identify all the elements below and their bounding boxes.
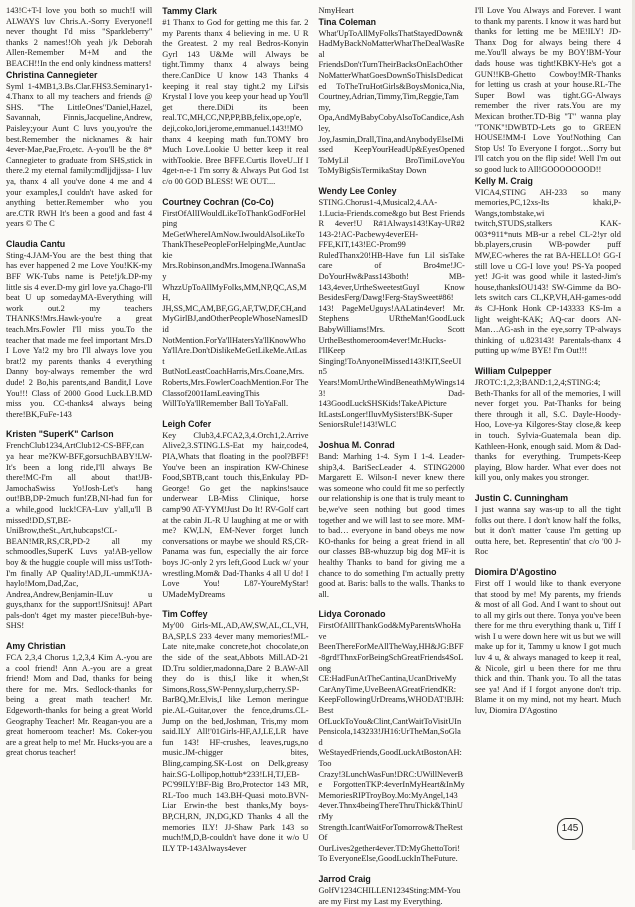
student-name: Amy Christian xyxy=(6,641,66,652)
continued-entry: 143!C+T-I love you both so much!I will ALWAYS luv Chris.A.-Sorry Everyone!I never thought I'd miss "Sparkleberry" thanks 2 names!!Oh yeah j/k Deborah Allen-Remember M+M and the BEACH!!In the end only kindness matters! xyxy=(6,6,153,68)
student-message: FrenchClub1234,ArtClub12-CS-BFF,can ya hear me?KW-BFF,gorsuchBABY!LW-It's been a long ride,I'll always Be there!MC-I'm all about that!JB-JamochaSwiss Yo!Josh-Let's hang out!BB,DP-2much fun!ZB,NI-had fun for a while,good luck!CFA-Luv y'all,u'll B missed!DD,ST,BE-UniBrow,theSt.,Art,hubcaps!CL-BEAN!MR,RS,CR,PD-2 all my schmoodles,SuperK Luvs ya!AB-yellow boy & the huggie couple will miss us!Toth-I'm finally AP Quality!AD,JL-ummK!JA-haylo!Mom,Dad,Zac, Andrea,Andrew,Benjamin-ILuv u guys,thanx for the support!JSnitsuj! APart pals-don't 4get my master piece!Buh-bye-SHS! xyxy=(6,441,153,631)
student-message: I just wanna say was-up to all the tight folks out there. I don't know half the folks, but it don't matter 'cause I'm getting up outta here, bet. Representin' that c/o '00 J-Roc xyxy=(474,504,621,557)
student-name: Wendy Lee Conley xyxy=(318,185,397,196)
student-name: Joshua M. Conrad xyxy=(318,439,395,450)
student-message: Band: Marhing 1-4. Sym I 1-4. Leader-ship3,4. BariSecLeader 4. STING2000 Margarett E. Wilson-I never knew there was someone who could fit me so perfectly our relationship is one that is truly meant to be,we've seen nothing but good times together and we will last to see more. MM-to bad… everyone in band obeys me now KO-thanks for being a great friend in all our classes BB-whuzzup big dog MF-it is healthy Thanks to band for giving me a chance to do something I'm actually pretty good at. Baris: balls to the walls. Thanks to all. xyxy=(318,451,465,599)
student-name: Claudia Cantu xyxy=(6,238,66,249)
column-1 xyxy=(6,6,152,806)
student-name: Kristen "SuperK" Carlson xyxy=(6,429,114,440)
student-name: Justin C. Cunningham xyxy=(474,492,569,503)
continued-entry: I'll Love You Always and Forever. I want to thank my parents. I know it was hard but thanks for letting me be ME!ILY! JD-Thanx Dog for always being there 4 me.You'll always be my BOY!BM-Your dads house was tight!KBKY-He's got a GUN!!KB-Ghetto Cowboy!MR-Thanks for letting us crash at your house.RL-The Super Bowl was tight.GG-Always remember the river rats.You are my Mexican brother.TD-Big "T" wanna play "TONK"!DWBTD-Lets go to GREEN HOUSE!MM-I Love You!Nothing Can Stop Us! To Everyone I forgot…Sorry but I'll catch you on the flip side! Well I'm out so good luck to All!GOOOOOOOD!! xyxy=(474,6,621,174)
student-message: My'00 Girls-ML,AD,AW,SW,AL,CL,VH, BA,SP,LS 233 4ever many memories!ML-Late nite,make concrete,hot chocolate,on the side of the seat,Abbots Mill.AD-21 ID.Tru soldier,madonna,Dare 2 B.AW-All they do is this,I like it when,St Simons,Ross,SW-Penny,slurp,cherry.SP-BarBQ,Mr.Elvis,I like Lemon meringue pie.AL-Guitar,over the fence,drums.CL-Jump on the bed,Joshman, Tris,my mom said.ILY All!'01Girls-HF,AJ,LE,LR have fun 143! HF-crushes, leaves,rugs,no music.JM-chigger bites, Bling,camping.SK-Lost on Delk,greasy hair.SG-Lollipop,hottub*233!LH,TJ,EB-PC'99ILY!BF-Big Bro,Protector 143 MR, RL-Too much 143.BH-Quasi moto.BVN-Liar Erwin-the best thanks,My boys-BP,CH,RN, JN,DG,KD Thanks 4 all the memories ILY! JJ-Shaw Park 143 so much!M,D,B-couldn't have done it w/o U ILY TP-143Always4ever xyxy=(162,621,309,853)
student-name: Tina Coleman xyxy=(318,16,377,27)
page-number: 145 xyxy=(557,818,583,840)
senior-entry xyxy=(162,419,308,601)
senior-entry xyxy=(475,176,621,358)
student-name: Lidya Coronado xyxy=(318,609,386,620)
student-message: FirstOfAllIThankGod&MyParentsWhoHave BeenThereForMeAllTheWay,HH&JG:BFF-8grd!ThnxForBeingSchGreatFriends4SoLong CE:HadFunAtTheCantina,UcanDriveMy CarAnyTime,UveBeenAGreatFriendKR: KeepFollowingUrDreams,WHODAT!BJH:Best OfLuckToYou&Clint,CantWaitToVisitUIn Pensicola,143233!JH16:UrTheMan,SoGlad WeStayedFriends,GoodLuckAtBostonAH:Too Crazy!3LunchWasFun!DRC:UWillNeverBe ForgottenTKP:4everInMyHeart&InMy MemoriesRIPTroyBoy.Mo:MyAngel,143 4ever.Thnx4beingThereThruThick&ThinUrMy Strength.IcantWaitForTomorrow&TheRestOf OurLives2gether4ever.TD:MyGhettoTori!To EveryoneElse,GoodLuckInTheFuture. xyxy=(318,621,465,864)
student-message: FirstOfAllIWouldLikeToThankGodForHelping MeGetWhereIAmNow.IwouldAlsoLikeTo ThankThesePeopleForHelpingMe,AuntJackie Mrs.Robinson,andMrs.Imogena.IWannaSay WhzzUpToAllMyFolks,MM,NP,QC,AS,MH, JH,SS,MC,AM,BF,GG,AF,TW,DF,CH,and MyGirlBJ,andOtherPeopleWhoseNamesIDid NotMention.ForYa'llHatersYa'llKnowWho Ya'llAre.Don'tDislikeMeGetLikeMe.AtLast ButNotLeastCoachHarris,Mrs.Coane,Mrs. Roberts,Mrs.FowlerCoachMention.For The Classof2001IamLeavingThis WillToYa'llRemember Ball ToYaFall. xyxy=(162,208,309,409)
student-message: Key Club3,4.FCA2,3,4.Orch1,2.Arrive Alive2,3.STING.LS-Eat my hair,code4, PIA,Whats that floating in the pool?BFF! You've been an inspiration KW-Chinese Food,SBTB,cant touch this,Enkulay PD-George! Go get the napkins!sauce underwear LB-Miss Clinique, horse camp'90 AT-YYM!Just Do It! RV-Golf cart at the cabin JL-R U laughing at me or with me? KW,LN, EM-Never forget lunch conversations or maybe we should RS,CR-Panama was fun, especially the air force boys JC-only 2 yrs left,Good Luck w/ your wrestling.Mom& Dad-Thanks 4 all U do! I Love You! L87-YoureMyStar! UMadeMyDreams xyxy=(162,430,309,599)
student-message: FCA 2,3,4 Chorus 1,2,3,4 Kim A.-you are a cool friend! Ann A.-you are a great friend! Mom and Dad, thanks for being there for me. Mrs. Sedlock-thanks for being a great math teacher! Mr. Edgeworth-thanks for being a great World Geography Teacher! Mr. Reagan-you are a great homeroom teacher! Ms. Coker-you are a great help to me! Mr. Hucks-you are a great chorus teacher! xyxy=(6,653,153,758)
student-name: Leigh Cofer xyxy=(162,418,212,429)
senior-entry xyxy=(475,366,621,484)
senior-entry xyxy=(319,186,465,431)
senior-entry xyxy=(162,609,308,854)
student-name: Diomira D'Agostino xyxy=(474,566,557,577)
column-4 xyxy=(475,6,621,806)
student-message: Sting-4.JAM-You are the best thing that has ever happened 2 me Love You!KK-my BFF WK-Tubs name is Pete!j/k.DP-my little sis 4 ever.D-my girl love ya.Chago-I'll beat U up somedayMA-Everything will work out.2 my teachers THANKS!Mrs.Hawk-you're a great teach.Mrs.Fowler I'll miss you.To the teacher that made me feel important Mrs.D I Love Ya!2 my bro I'll always love you brat!2 my parents thanks 4 everything Danny boy-always remember the wrd dude! 2 Bo,his parents,and Bandit,I Love You!!! Class of 2000 Good Luck.LB.MD miss you. CC-thanks4 always being there!BK,FuFe-143 xyxy=(6,250,153,419)
senior-entry xyxy=(162,197,308,410)
senior-entry xyxy=(6,429,152,632)
senior-entry xyxy=(6,239,152,421)
continued-entry: NmyHeart xyxy=(318,6,354,15)
student-name: Courtney Cochran (Co-Co) xyxy=(162,196,274,207)
senior-entry xyxy=(319,609,465,865)
student-message: GolfV1234CHILLEN1234Sting:MM-You are my First my Last my Everything. xyxy=(318,885,461,906)
student-name: Jarrod Craig xyxy=(318,873,371,884)
senior-entry xyxy=(6,70,152,230)
senior-entry xyxy=(475,567,621,717)
student-name: Kelly M. Craig xyxy=(474,175,533,186)
student-message: First off I would like to thank everyone that stood by me! My parents, my friends & most of all God. And I want to shout out to all my girls out there. Tonya you've been there for me thru everything thank u, Tiff I wish I u were down here wit us but we will make up for it, Tammy u know I got much luv 4 u, & always managed to keep it real, & Nicole, girl u been there for me thru thick and thin. Thank you. To all the tatas see ya! And if I forgot anyone don't trip. Blame it on my mind, not my heart. Much luv, Diomira D'Agostino xyxy=(474,578,621,716)
student-name: Christina Cannegieter xyxy=(6,69,98,80)
student-message: #1 Thanx to God for getting me this far. 2 my Parents thanx 4 believing in me. U R the Greatest. 2 my real Bedros-Konyin Gyrl 143 U&Me will Always be tight.Timmy thanx 4 always being there.CanDice U know 143 Thanks 4 keeping it real stay tight.2 my Lil'sis Krystal I love you keep your head up You'll get there.DiDi its been real.TC,MH,CC,NP,PP,BB,felix,ope,op'e, deji,coko,lori,jerome,emmanuel.143!!MO thanx 4 keeping math fun.TOMY bro Much Love.Lookie U better keep it real withTookie. Bree BFFE.Curtis IloveU..If I 4get-n-e-1 I'm sorry & Always Put God 1st c/o 00 GOD BLESS! WE OUT.... xyxy=(162,18,309,186)
senior-entry xyxy=(319,440,465,600)
column-3 xyxy=(318,6,465,906)
senior-entry xyxy=(319,874,465,907)
column-2 xyxy=(162,6,309,853)
student-name: Tim Coffey xyxy=(162,609,208,620)
student-message: JROTC:1,2,3;BAND:1,2,4;STING:4; Beth-Thanks for all of the memories, I will never forget you. Pat-Thanks for being there through it all, S.C. Dayle-Hoody-Hoo, Love-ya Kilgores-Stay close,& keep in touch. Sylvia-Guatemala bean dip. Kathleen-Honk, enough said. Mom & Dad-thanks for everything. Trumpets-Keep playing, Blow harder. What ever does not kill you, only makes you stronger. xyxy=(474,378,621,483)
student-message: STING.Chorus1-4,Musical2,4.AA-1.Lucia-Friends.come&go but Best Friends R 4ever!U R#1Always143!Kay-UR#2 143-2!AC-Pacbewy4everEH-FFE,KIT,143!EC-Prom99 RuledThanx20!HB-Have fun Lil sisTake care of Bro4me!JC-DoYourHw&Pass143both! MB-143,4ever,UrtheSweetestGuyI Know BesidesFerg/Dawg!Ferg-StaySweet#86! 143! PageMeUguys!AALatin4ever! Mr. Stephens URtheMan!GoodLuck BabyWilliams!Mrs. Scott UrtheBesthomeroom4ever!Mr.Hucks-I'llKeep Singing!ToAnyoneIMissed143!KIT,SeeUIn5 Years!MomUrtheWindBeneathMyWings143! Dad-143GoodLuckSHSKids!TakeAPicture ItLastsLonger!IluvMySisters!BK-Super SeniorsRule!143!WLC xyxy=(318,197,465,430)
student-message: Syml 1-4MB1,3.Bs.Clar.FHS3.Seminary1-4.Thanx to all my teachers and friends @ SHS. "The LittleOnes"Daniel,Hazel, Savannah, Finnis,Jacqueline,Andrew, Paisley;your Aunt C luvs you,you're the best.Remember the nicknames & hair 4ever-Mae,Pae,Fro,etc. A-you'll be the 8* Cannegieter to graduate from SHS,stick in there.2 my eternal family:mdljjdjjssa- I luv ya, thanx 4 all you've done 4 me and 4 your examples,I couldn't have asked for anything better.Remember who you are.CTR RWH It's been a good and fast 4 years © The C xyxy=(6,81,153,229)
student-message: What'UpToAllMyFolksThatStayedDown& HadMyBackNoMatterWhatTheDealWasReal FriendsDon'tTurnTheirBacksOnEachOther NoMatterWhatGoesDownSoThisIsDedicated ToTheTruHotGirls&BoysMonica,Nia, Courtney,Adrian,Timmy,Tim,Reggie,Tammy, Opa,AndMyBabyCobyAlsoToCandice,Ashley, Joy,Jasmin,Drall,Tina,andAnybodyElseIMissed KeepYourHeadUp&EyesOpened ToMyLil BroTimiLoveYou ToMyBigSisTermikaStay Down xyxy=(318,28,465,176)
senior-entry xyxy=(162,6,308,188)
senior-entry xyxy=(6,641,152,759)
student-name: Tammy Clark xyxy=(162,6,217,16)
senior-entry xyxy=(475,493,621,558)
student-name: William Culpepper xyxy=(474,366,552,376)
senior-entry xyxy=(319,17,465,177)
student-message: VICA4,STING AH-233 so many memories,PC,12xs-Its khaki,P-Wangs,tombstake,wi twitch,STUDS,stalkers KAK-003*911*nuts MB-ur a rebel CL-2!yr old bb.players,crusin WB-powder puff MW,EC-wheres the rat BA-HELLO! GG-I still love u CG-I love you! PS-Ya pooped yet! JG-it was good while it lasted-Jim's house,thanksIOU143! SW-Gimme da BO-lets switch cars CL,KP,VH,AH-games-odd #s CJ-Honk Honk CP-143333 KS-Im a light weight-KAK; AQ-car doors AN-Man…AG-ash in the eye,sorry TP-always thinking of u.823143! Parentals-thanx 4 putting up w/me BYE! I'm Out!!! xyxy=(474,187,621,356)
